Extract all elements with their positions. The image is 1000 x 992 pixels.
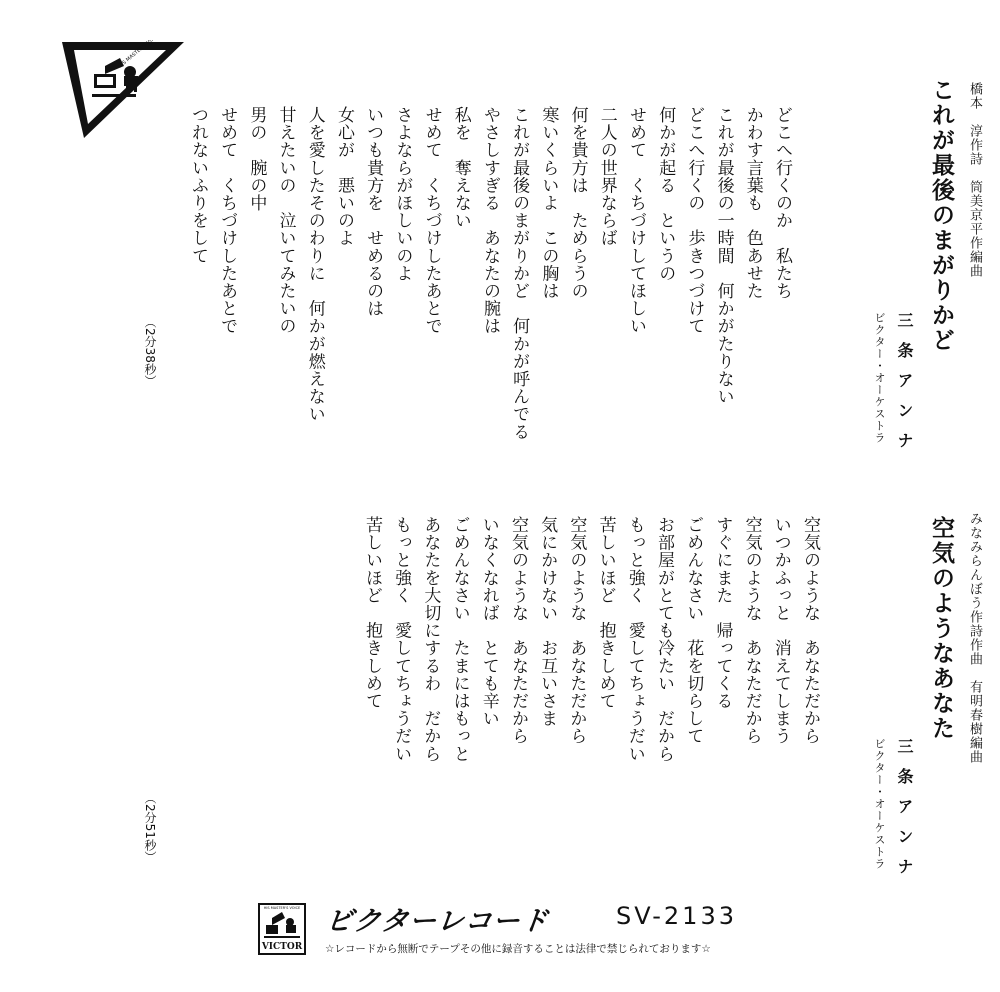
song1-orchestra: ビクター・オーケストラ — [873, 312, 886, 444]
lyric-line: どこへ行くのか 私たち — [772, 106, 792, 300]
lyric-line: 苦しいほど 抱きしめて — [361, 516, 382, 710]
lyric-line: いなくなれば とても辛い — [478, 516, 499, 728]
lyric-line: どこへ行くの 歩きつづけて — [684, 106, 705, 335]
copyright-notice: ☆レコードから無断でテープその他に録音することは法律で禁じられております☆ — [325, 943, 711, 955]
song2-artist: 三条アンナ — [895, 738, 914, 888]
lyric-line: やさしすぎる あなたの腕は — [479, 106, 500, 335]
lyric-line: ごめんなさい 花を切らして — [683, 516, 704, 745]
lyric-line: かわす言葉も 色あせた — [742, 106, 763, 300]
lyric-line: 何を貴方は ためらうの — [567, 106, 588, 300]
lyric-line: せめて くちづけしたあとで — [421, 106, 442, 335]
catalog-number: SV-2133 — [616, 902, 737, 930]
song2-duration: （2分51秒） — [143, 792, 157, 863]
corner-logo-triangle — [60, 40, 188, 140]
song1-lyrics — [183, 106, 796, 466]
lyric-line: ごめんなさい たまにはもっと — [449, 516, 470, 763]
brand-name: ビクターレコード — [324, 906, 551, 937]
song2-credits: みなみらんぼう作詩作曲 有明春樹編曲 — [967, 512, 982, 764]
lyric-line: 空気のような あなただから — [566, 516, 587, 745]
logo-label: VICTOR — [261, 942, 303, 952]
lyric-line: 空気のような あなただから — [800, 516, 820, 745]
lyric-line: 二人の世界ならば — [596, 106, 617, 247]
lyric-line: 空気のような あなただから — [741, 516, 762, 745]
song1-artist: 三条アンナ — [895, 312, 914, 462]
lyric-line: これが最後のまがりかど 何かが呼んでる — [509, 106, 530, 441]
lyric-line: 寒いくらいよ この胸は — [538, 106, 559, 300]
lyric-line: お部屋がとても冷たい だから — [653, 516, 674, 763]
lyric-line: つれないふりをして — [187, 106, 208, 265]
logo-tag: HIS MASTER'S VOICE — [263, 906, 301, 910]
song2-title: 空気のようなあなた — [928, 516, 954, 741]
lyric-line: さよならがほしいのよ — [392, 106, 413, 282]
lyric-line: 私を 奪えない — [450, 106, 471, 230]
lyric-line: せめて くちづけしたあとで — [217, 106, 238, 335]
lyric-line: 何かが起る というの — [655, 106, 676, 282]
lyric-line: すぐにまた 帰ってくる — [712, 516, 733, 710]
lyric-line: いつかふっと 消えてしまう — [770, 516, 791, 745]
lyric-line: もっと強く 愛してちょうだい — [391, 516, 412, 763]
lyric-line: これが最後の一時間 何かがたりない — [713, 106, 734, 406]
lyric-line: 空気のような あなただから — [507, 516, 528, 745]
song2-lyrics — [357, 516, 824, 836]
song1-credits: 橋本 淳作詩 筒美京平作編曲 — [967, 82, 982, 278]
lyric-line: 甘えたいの 泣いてみたいの — [275, 106, 296, 335]
lyric-line: せめて くちづけしてほしい — [625, 106, 646, 335]
song1-title: これが最後のまがりかど — [928, 78, 954, 353]
lyric-line: 苦しいほど 抱きしめて — [595, 516, 616, 710]
victor-logo — [258, 903, 306, 955]
song1-duration: （2分38秒） — [143, 316, 157, 387]
lyric-line: 女心が 悪いのよ — [333, 106, 354, 247]
lyric-line: 人を愛したそのわりに 何かが燃えない — [304, 106, 325, 423]
lyric-line: あなたを大切にするわ だから — [420, 516, 441, 763]
lyric-line: 男の 腕の中 — [246, 106, 267, 212]
lyric-line: もっと強く 愛してちょうだい — [624, 516, 645, 763]
song2-orchestra: ビクター・オーケストラ — [873, 738, 886, 870]
lyric-line: 気にかけない お互いさま — [537, 516, 558, 728]
dog-gramophone-icon — [260, 907, 304, 943]
lyric-line: いつも貴方を せめるのは — [363, 106, 384, 318]
